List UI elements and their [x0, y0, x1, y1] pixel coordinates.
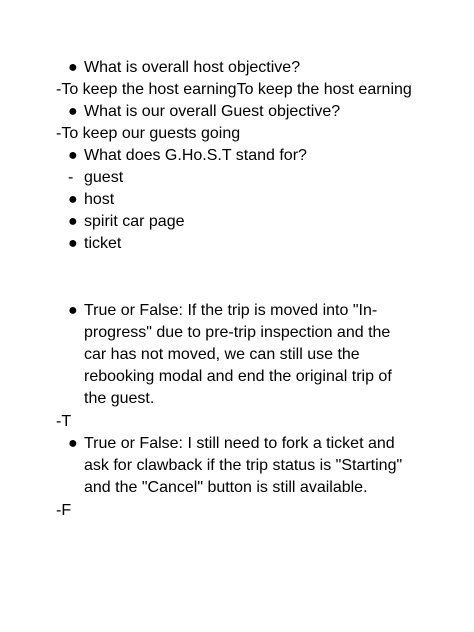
answer-starting-clawback: -F [56, 502, 72, 519]
answer-in-progress-rebooking: -T [56, 413, 72, 430]
question-text: What does G.Ho.S.T stand for? [84, 147, 307, 164]
bullet-icon: ● [68, 235, 78, 252]
list-item-text: host [84, 191, 115, 208]
answer-guest-objective: -To keep our guests going [56, 125, 241, 142]
question-text: True or False: If the trip is moved into "In-progress" due to pre-trip inspection and the car has not moved, we can still use the rebooking modal and end the original trip of the guest. [84, 302, 392, 407]
list-item-text: ticket [84, 235, 122, 252]
bullet-icon: ● [68, 103, 78, 120]
bullet-icon: ● [68, 302, 78, 319]
list-item-text: guest [84, 169, 124, 186]
answer-host-objective: -To keep the host earningTo keep the host earning [56, 81, 412, 98]
bullet-icon: ● [68, 213, 78, 230]
bullet-icon: ● [68, 191, 78, 208]
question-text: What is our overall Guest objective? [84, 103, 341, 120]
list-item-text: spirit car page [84, 213, 185, 230]
question-text: What is overall host objective? [84, 59, 301, 76]
question-text: True or False: I still need to fork a ticket and ask for clawback if the trip status is "Starting" and the "Cancel" button is still available. [84, 435, 403, 496]
bullet-icon: ● [68, 59, 78, 76]
bullet-icon: ● [68, 435, 78, 452]
bullet-icon: ● [68, 147, 78, 164]
dash-marker: - [68, 169, 74, 186]
